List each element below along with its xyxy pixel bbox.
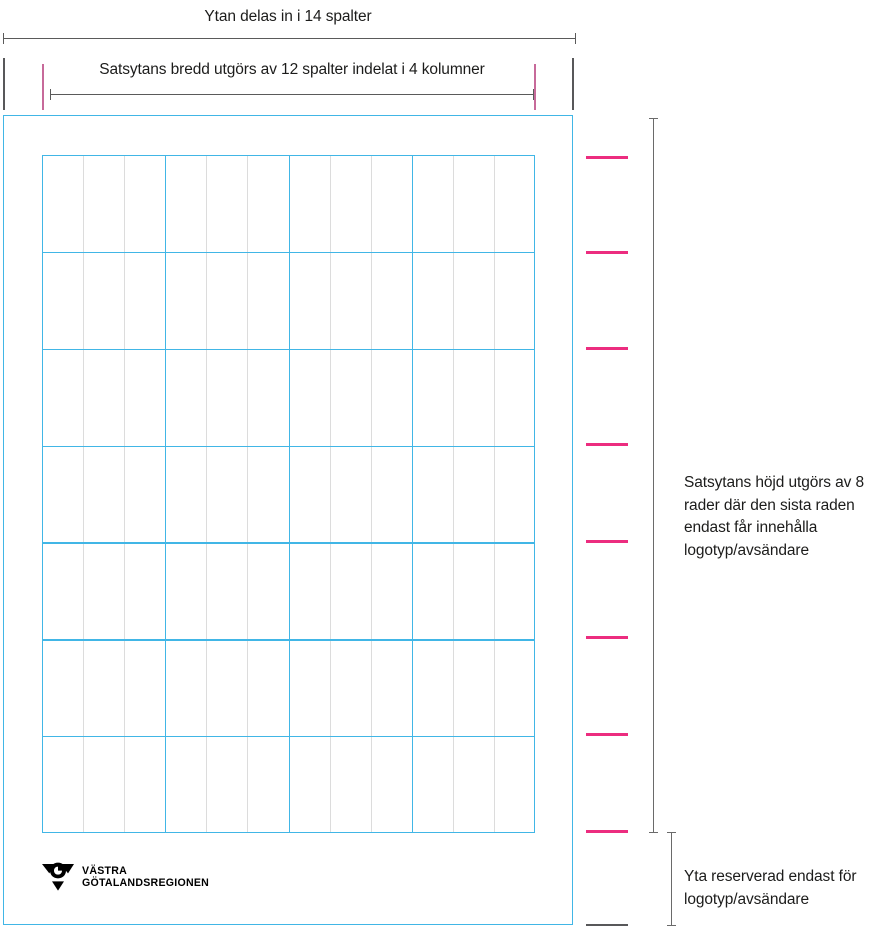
dimension-line-type-area-width [50,94,534,95]
grid-major-column [412,155,413,833]
note-type-area-height: Satsytans höjd utgörs av 8 rader där den sista raden endast får innehålla logotyp/avsändare [684,474,865,559]
type-area-grid [42,155,535,833]
grid-major-column [42,155,43,833]
logo-line-1: VÄSTRA [82,864,128,877]
dimension-cap-left-type-area [50,89,51,100]
caption-total-columns: Ytan delas in i 14 spalter [204,8,372,25]
page-edge-rule-left [3,58,5,110]
logo-line-2: GÖTALANDSREGIONEN [82,877,210,889]
baseline-tick [586,443,628,446]
grid-row-line [42,446,535,447]
grid-major-column [534,155,535,833]
grid-minor-column [371,155,372,833]
bracket-cap-bottom-type-area [649,832,658,833]
grid-row-line [42,542,535,543]
baseline-tick [586,156,628,159]
dimension-line-total-width [3,38,576,39]
bracket-cap-top-logo-area [667,832,676,833]
grid-row-line [42,252,535,253]
grid-minor-column [83,155,84,833]
grid-minor-column [124,155,125,833]
margin-rule-right [534,64,536,110]
bracket-cap-bottom-logo-area [667,925,676,926]
note-logo-reserved-area: Yta reserverad endast för logotyp/avsändare [684,868,857,908]
grid-minor-column [247,155,248,833]
bracket-cap-top-type-area [649,118,658,119]
grid-row-line [42,349,535,350]
caption-type-area-width: Satsytans bredd utgörs av 12 spalter indelat i 4 kolumner [99,61,485,78]
margin-rule-left [42,64,44,110]
vastra-gotalandsregionen-mark-icon [41,862,75,892]
baseline-tick [586,540,628,543]
baseline-tick [586,636,628,639]
dimension-cap-left-total [3,33,4,44]
page-edge-rule-right [572,58,574,110]
bracket-type-area-height [653,118,654,833]
grid-minor-column [453,155,454,833]
grid-minor-column [206,155,207,833]
bracket-logo-area [671,832,672,926]
grid-row-line [42,832,535,833]
grid-minor-column [330,155,331,833]
dimension-cap-right-total [575,33,576,44]
grid-row-line [42,736,535,737]
grid-minor-column [494,155,495,833]
baseline-tick [586,733,628,736]
baseline-tick [586,251,628,254]
page-bottom-tick [586,924,628,926]
grid-major-column [165,155,166,833]
baseline-tick [586,347,628,350]
logo [41,862,209,892]
grid-row-line [42,639,535,640]
baseline-tick [586,830,628,833]
grid-row-line [42,155,535,156]
logo-wordmark [82,865,209,890]
grid-major-column [289,155,290,833]
